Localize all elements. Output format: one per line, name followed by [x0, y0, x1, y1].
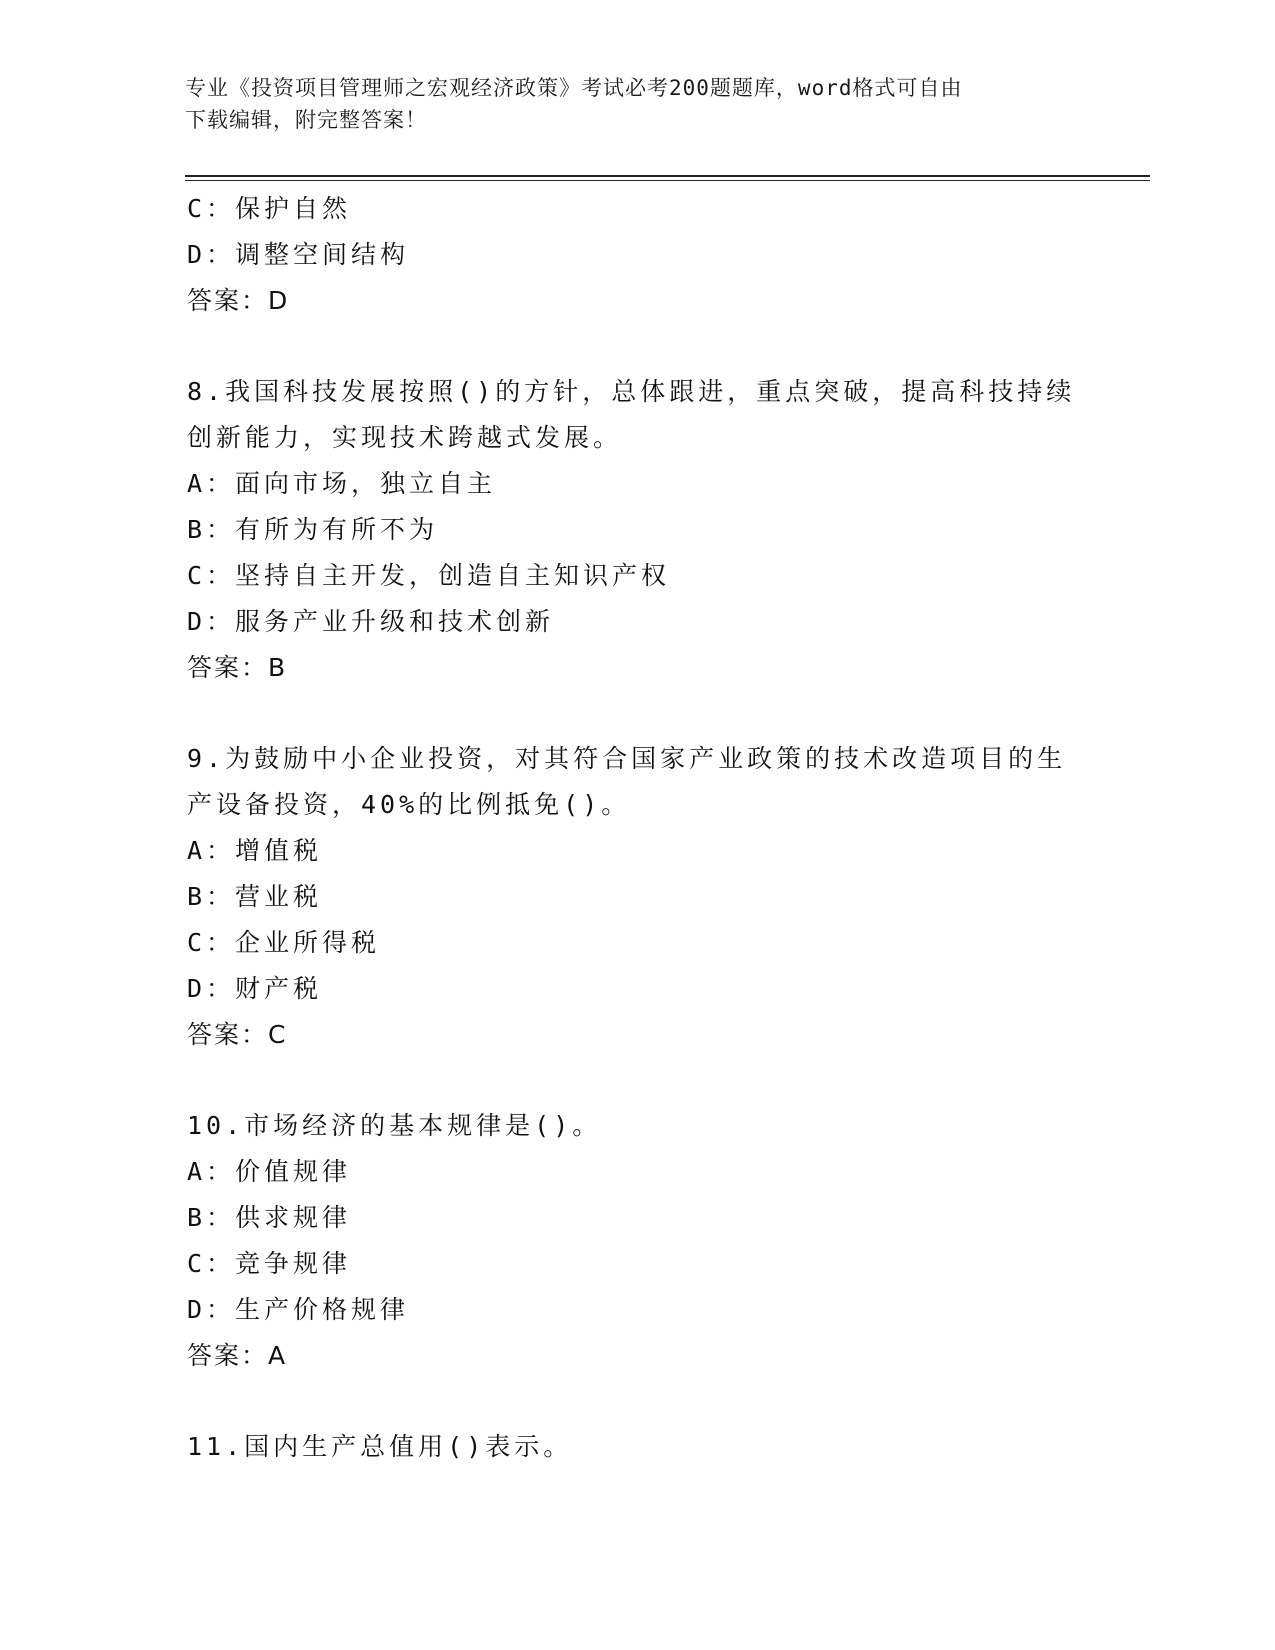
document-header [185, 72, 1065, 136]
option-c: C：企业所得税 [187, 928, 381, 957]
header-divider-thin [185, 180, 1150, 181]
question-block [187, 186, 1087, 324]
header-divider-thick [185, 175, 1150, 177]
option-a: A：增值税 [187, 836, 323, 865]
option-a: A：面向市场，独立自主 [187, 469, 497, 498]
option-c: C：竞争规律 [187, 1249, 352, 1278]
question-text-line: 11.国内生产总值用()表示。 [187, 1432, 573, 1461]
header-line-2: 下载编辑，附完整答案！ [185, 108, 427, 132]
question-text-line: 10.市场经济的基本规律是()。 [187, 1111, 602, 1140]
option-b: B：有所为有所不为 [187, 515, 439, 544]
option-c: C：坚持自主开发，创造自主知识产权 [187, 561, 671, 590]
question-block [187, 1424, 1087, 1470]
header-line-1: 专业《投资项目管理师之宏观经济政策》考试必考200题题库，word格式可自由 [185, 76, 963, 100]
answer-line: 答案：B [187, 653, 288, 682]
question-text-line: 8.我国科技发展按照()的方针，总体跟进，重点突破，提高科技持续 [187, 377, 1076, 406]
question-text-line: 创新能力，实现技术跨越式发展。 [187, 423, 623, 452]
question-block [187, 369, 1087, 691]
question-block [187, 1103, 1087, 1379]
option-d: D：服务产业升级和技术创新 [187, 607, 555, 636]
question-text-line: 产设备投资，40%的比例抵免()。 [187, 790, 631, 819]
question-list [187, 186, 1087, 1470]
answer-line: 答案：C [187, 1020, 288, 1049]
option-a: A：价值规律 [187, 1157, 352, 1186]
option-d: D：调整空间结构 [187, 240, 410, 269]
option-c: C：保护自然 [187, 194, 352, 223]
option-d: D：财产税 [187, 974, 323, 1003]
answer-line: 答案：D [187, 286, 290, 315]
question-block [187, 736, 1087, 1058]
option-b: B：供求规律 [187, 1203, 352, 1232]
answer-line: 答案：A [187, 1341, 288, 1370]
option-b: B：营业税 [187, 882, 323, 911]
option-d: D：生产价格规律 [187, 1295, 410, 1324]
question-text-line: 9.为鼓励中小企业投资，对其符合国家产业政策的技术改造项目的生 [187, 744, 1067, 773]
